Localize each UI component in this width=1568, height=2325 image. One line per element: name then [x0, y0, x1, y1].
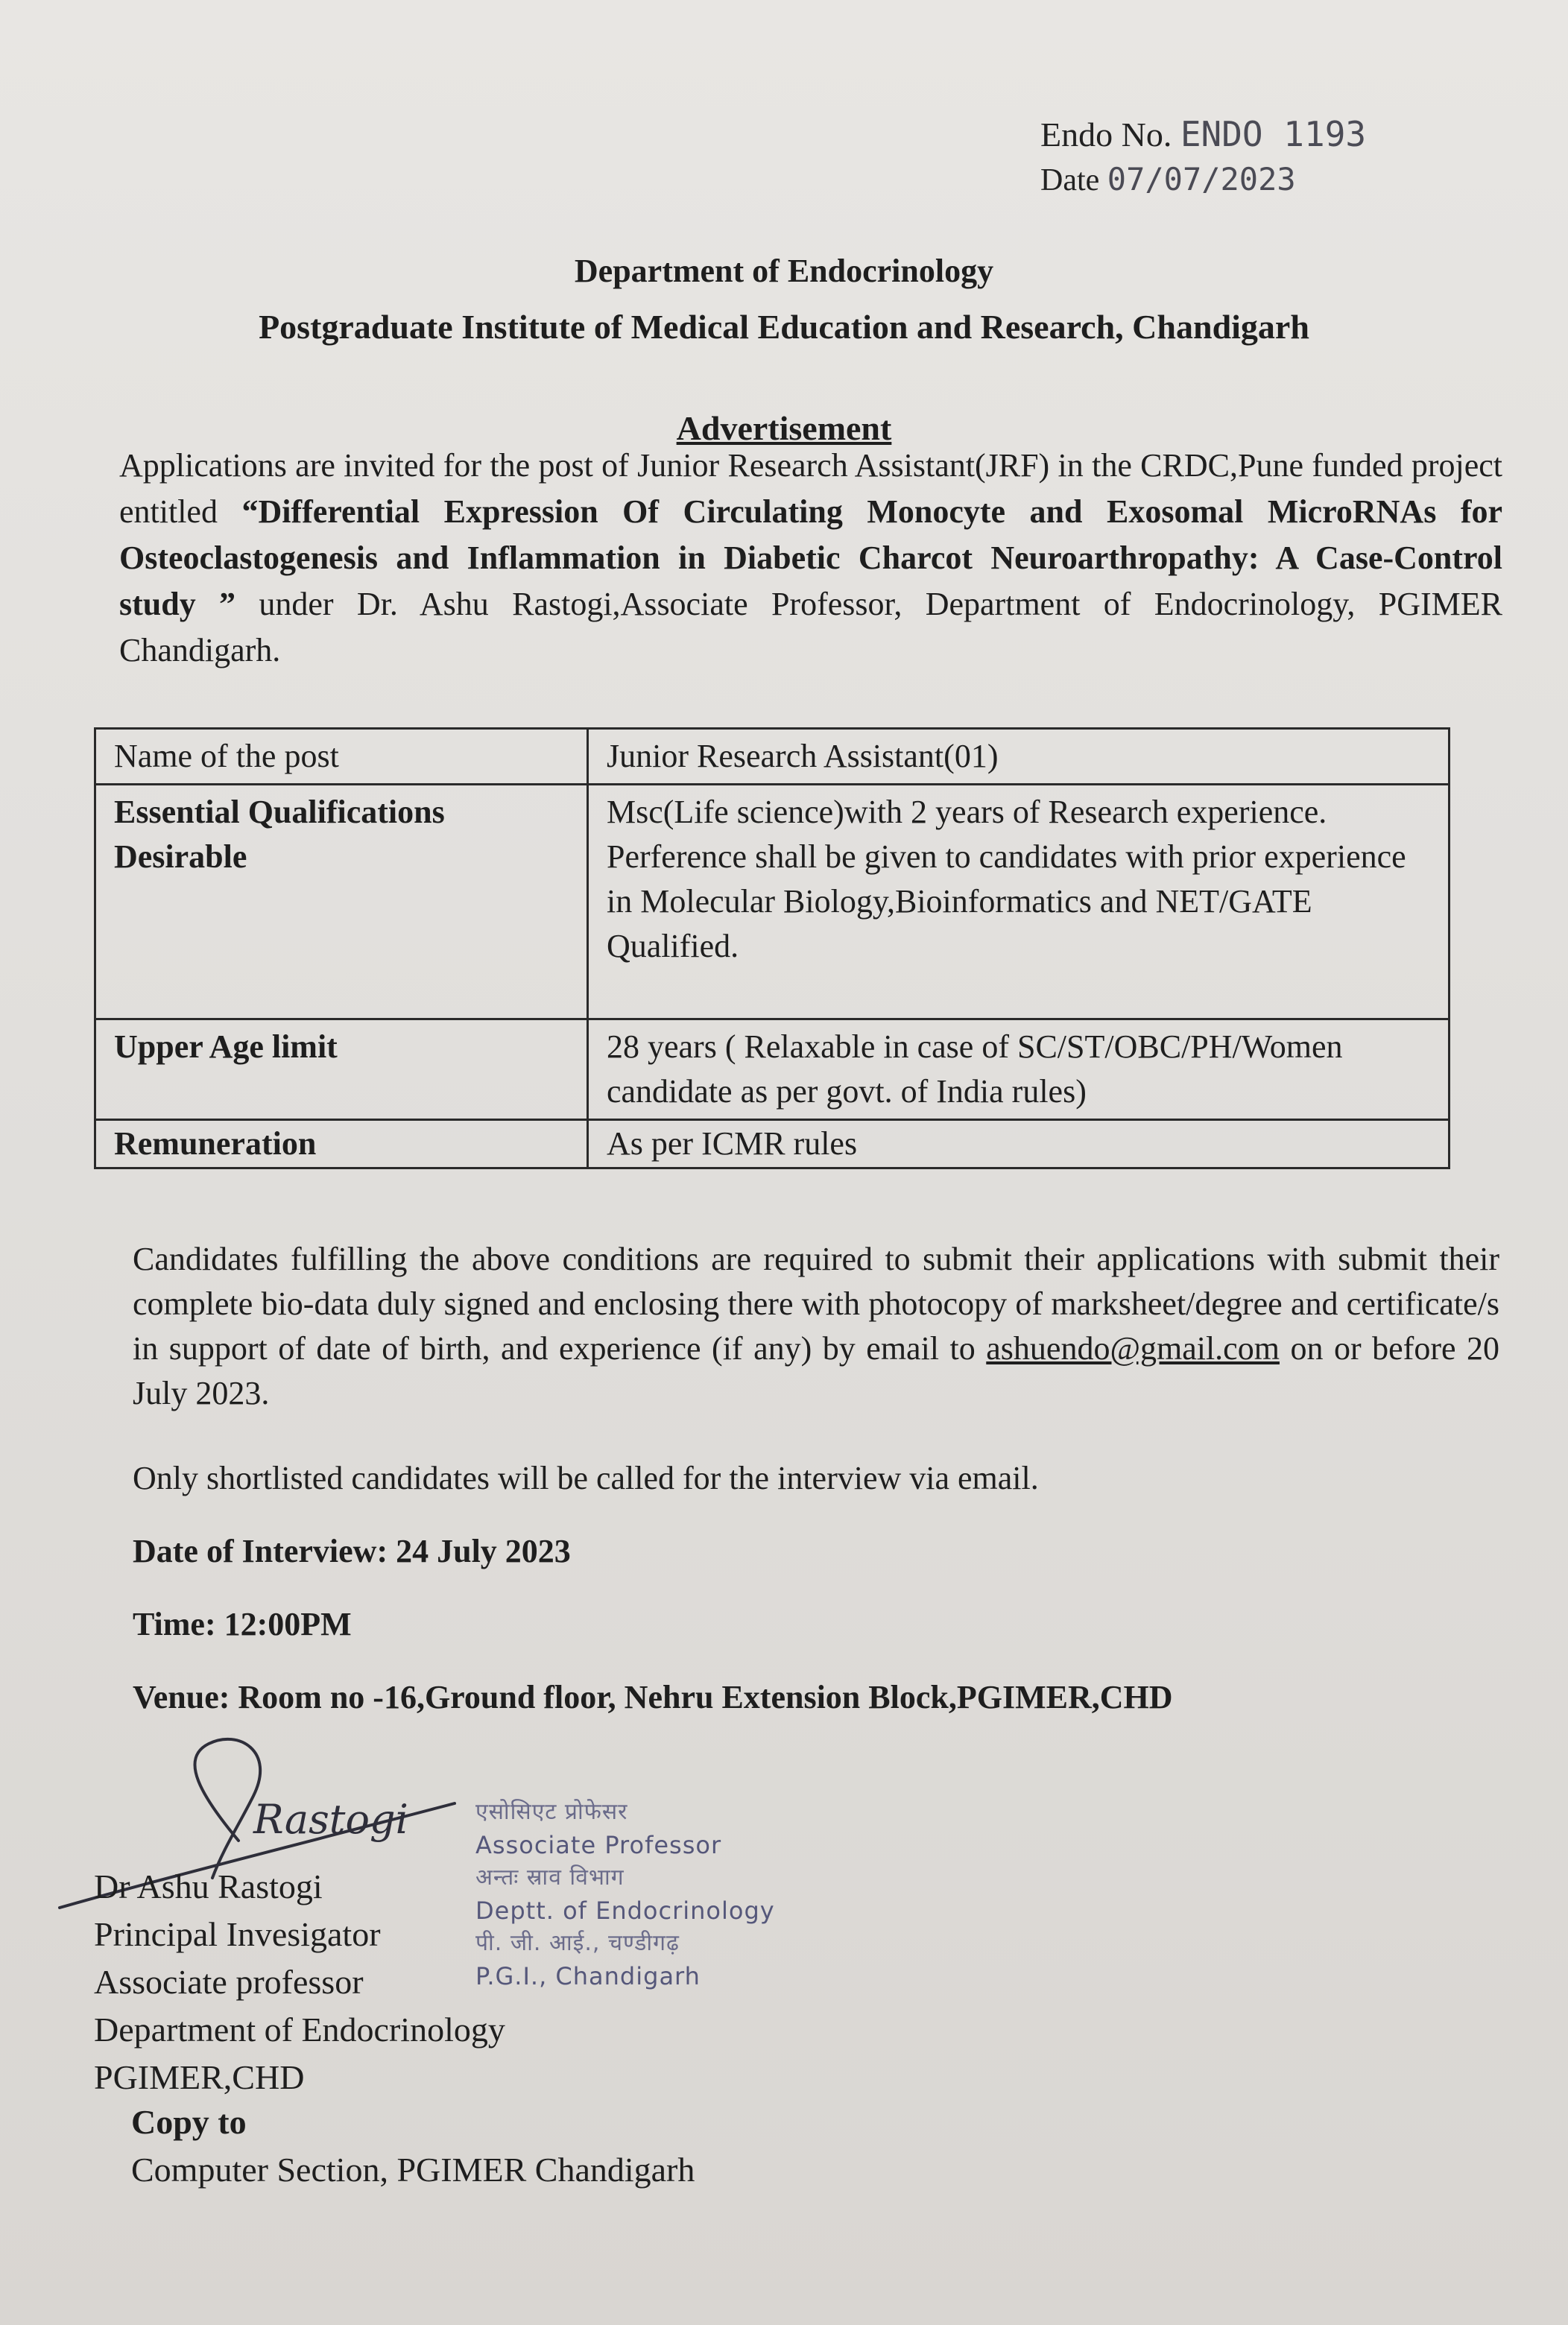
copy-label: Copy to — [131, 2103, 247, 2141]
table-row — [95, 1019, 1450, 1120]
project-title: “Differential Expression Of Circulating Monocyte and Exosomal MicroRNAs for Osteoclastogenesis and Inflammation in Diabetic Charcot Neuroarthropathy: A Case-Control study ” — [119, 493, 1502, 622]
signatory-org: PGIMER,CHD — [94, 2058, 305, 2096]
email-link[interactable]: ashuendo@gmail.com — [986, 1330, 1280, 1367]
endo-reference — [1040, 112, 1366, 203]
signatory-department: Department of Endocrinology — [94, 2011, 505, 2049]
institute-heading: Postgraduate Institute of Medical Education and Research, Chandigarh — [259, 308, 1309, 346]
age-value: 28 years ( Relaxable in case of SC/ST/OBC/PH/Women candidate as per govt. of India rules) — [588, 1019, 1450, 1120]
intro-paragraph — [119, 443, 1502, 674]
official-stamp — [475, 1796, 775, 1993]
apply-text: Candidates fulfilling the above conditions are required to submit their applications with submit their complete bio-data duly signed and enclosing there with photocopy of marksheet/degree and certificate/s in support of date of birth, and experience (if any) by email to — [133, 1241, 1499, 1367]
copy-to-block — [131, 2098, 695, 2194]
advertisement-title: Advertisement — [676, 409, 892, 447]
signatory-name: Dr Ashu Rastogi — [94, 1867, 323, 1905]
stamp-line2: Associate Professor — [475, 1831, 722, 1859]
signatory-block — [94, 1863, 505, 2101]
name-label: Name of the post — [95, 729, 588, 785]
table-row — [95, 729, 1450, 785]
shortlist-note: Only shortlisted candidates will be called for the interview via email. — [133, 1460, 1039, 1496]
desirable-label: Desirable — [114, 838, 247, 875]
signatory-role: Principal Invesigator — [94, 1915, 381, 1953]
name-value: Junior Research Assistant(01) — [588, 729, 1450, 785]
qualifications-value: Msc(Life science)with 2 years of Research experience. Perference shall be given to candidates with prior experience in Molecular Biology,Bioinformatics and NET/GATE Qualified. — [588, 785, 1450, 1019]
interview-date: Date of Interview: 24 July 2023 — [133, 1533, 571, 1569]
interview-time: Time: 12:00PM — [133, 1606, 352, 1642]
age-label: Upper Age limit — [95, 1019, 588, 1120]
endo-label: Endo No. — [1040, 116, 1172, 154]
stamp-line3: अन्तः स्राव विभाग — [475, 1864, 625, 1891]
qualifications-cell — [95, 785, 588, 1019]
intro-part1: Applications are invited for the post of Junior Research Assistant(JRF) in the CRDC,Pune funded project entitled — [119, 447, 1502, 530]
stamp-line1: एसोसिएट प्रोफेसर — [475, 1799, 628, 1825]
stamp-line6: P.G.I., Chandigarh — [475, 1962, 701, 1990]
remuneration-value: As per ICMR rules — [588, 1120, 1450, 1168]
endo-number: ENDO 1193 — [1180, 114, 1367, 154]
post-details-table — [94, 727, 1450, 1169]
application-paragraph — [133, 1237, 1499, 1416]
signatory-title: Associate professor — [94, 1963, 364, 2001]
stamp-line5: पी. जी. आई., चण्डीगढ़ — [475, 1930, 680, 1956]
table-row — [95, 785, 1450, 1019]
copy-item: Computer Section, PGIMER Chandigarh — [131, 2151, 695, 2189]
qualifications-label: Essential Qualifications — [114, 794, 445, 830]
department-heading: Department of Endocrinology — [574, 253, 994, 289]
interview-venue: Venue: Room no -16,Ground floor, Nehru Extension Block,PGIMER,CHD — [133, 1679, 1173, 1715]
remuneration-label: Remuneration — [95, 1120, 588, 1168]
stamp-line4: Deptt. of Endocrinology — [475, 1897, 775, 1925]
table-row — [95, 1120, 1450, 1168]
date-label: Date — [1040, 163, 1100, 197]
signature-handwriting: Rastogi — [253, 1796, 408, 1843]
date-value: 07/07/2023 — [1107, 161, 1296, 197]
deadline-text: on or before 20 July 2023. — [133, 1330, 1500, 1411]
intro-part2: under Dr. Ashu Rastogi,Associate Professor, Department of Endocrinology, PGIMER Chandigarh. — [119, 586, 1502, 668]
